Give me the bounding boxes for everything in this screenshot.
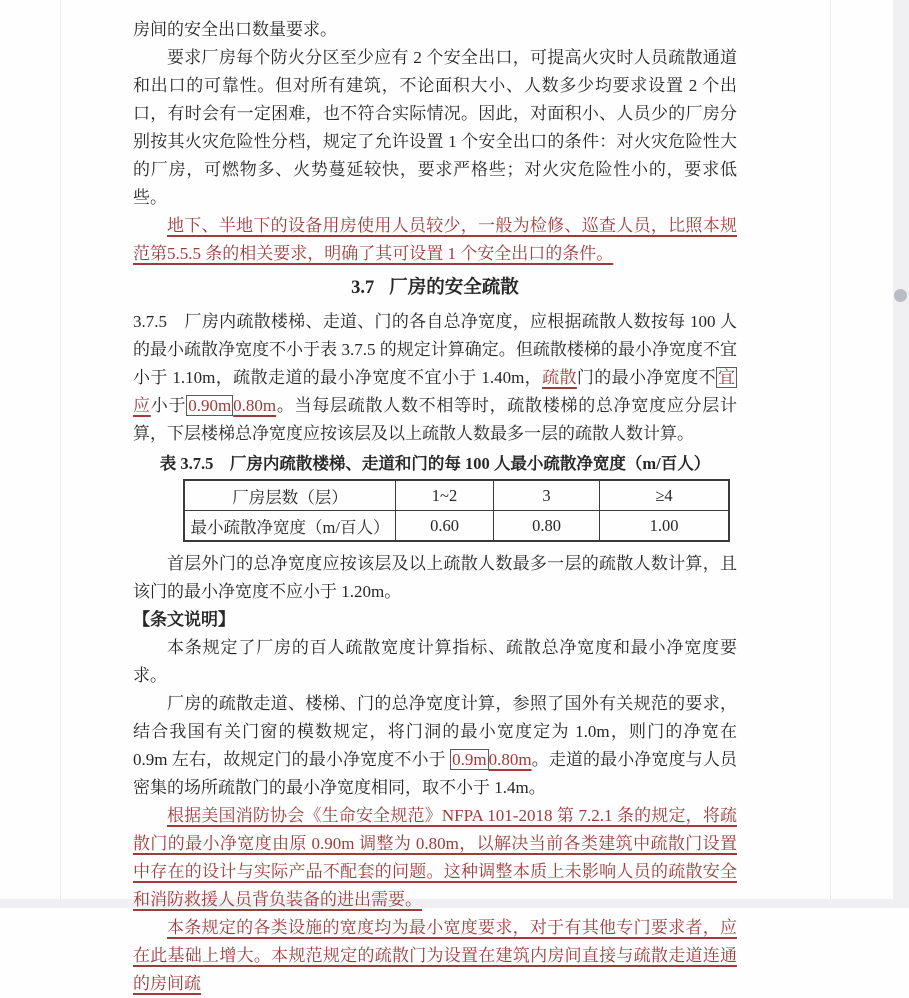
inserted-text: 0.80m	[233, 396, 277, 415]
deleted-text-boxed: 0.9m	[452, 750, 487, 769]
table-data-row	[184, 511, 729, 542]
revision-text: 本条规定的各类设施的宽度均为最小宽度要求，对于有其他专门要求者，应在此基础上增大。本规范规定的疏散门为设置在建筑内房间直接与疏散走道连通的房间疏	[133, 918, 737, 993]
clause-text: 3.7.5 厂房内疏散楼梯、走道、门的各自总净宽度，应根据疏散人数按每 100 人的最小疏散净宽度不小于表 3.7.5 的规定计算确定。但疏散楼梯的最小净宽度不宜小于 1.10m，疏散走道的最小净宽度不宜小于 1.40m，	[133, 312, 737, 387]
table-cell: 0.80	[494, 511, 600, 542]
commentary-text: 厂房的疏散走道、楼梯、门的总净宽度计算，参照了国外有关规范的要求，结合我国有关门窗的模数规定，将门洞的最小宽度定为 1.0m，则门的净宽在 0.9m 左右，故规定门的最小净宽度不小于	[133, 694, 737, 769]
table-header-row	[184, 480, 729, 511]
table-cell: 最小疏散净宽度（m/百人）	[184, 511, 396, 542]
inserted-text: 0.80m	[488, 750, 532, 769]
scrollbar-track[interactable]	[893, 0, 909, 908]
clause-text: 门的最小净宽度不	[576, 368, 717, 387]
paragraph-commentary-summary: 本条规定了厂房的百人疏散宽度计算指标、疏散总净宽度和最小净宽度要求。	[133, 638, 737, 685]
page-left-edge-line	[60, 0, 61, 908]
section-heading	[133, 274, 737, 302]
paragraph-revision-basement	[133, 212, 737, 268]
inserted-text: 疏散	[542, 368, 577, 387]
min-width-table	[183, 479, 730, 542]
table-header-cell: 厂房层数（层）	[184, 480, 396, 511]
table-header-cell: 3	[494, 480, 600, 511]
table-cell: 0.60	[396, 511, 494, 542]
section-title: 厂房的安全疏散	[389, 278, 519, 298]
paragraph-exit-requirements: 要求厂房每个防火分区至少应有 2 个安全出口，可提高火灾时人员疏散通道和出口的可靠性。但对所有建筑，不论面积大小、人数多少均要求设置 2 个出口，有时会有一定困难，也不符合实际情况。因此，对面积小、人员少的厂房分别按其火灾危险性分档，规定了允许设置 1 个安全出口的条件：对火灾危险性大的厂房，可燃物多、火势蔓延较快，要求严格些；对火灾危险性小的，要求低些。	[133, 48, 737, 207]
table-cell: 1.00	[600, 511, 730, 542]
document-page	[133, 16, 737, 998]
table-header-cell: 1~2	[396, 480, 494, 511]
revision-text: 地下、半地下的设备用房使用人员较少，一般为检修、巡查人员，比照本规范第5.5.5 条的相关要求，明确了其可设置 1 个安全出口的条件。	[133, 216, 737, 263]
paragraph-continuation: 房间的安全出口数量要求。	[133, 20, 337, 39]
paragraph-revision-minimum-widths	[133, 914, 737, 998]
deleted-text-boxed: 0.90m	[188, 396, 232, 415]
paragraph-revision-nfpa	[133, 802, 737, 914]
paragraph-first-floor-doors: 首层外门的总净宽度应按该层及以上疏散人数最多一层的疏散人数计算，且该门的最小净宽度不应小于 1.20m。	[133, 554, 737, 601]
revision-text: 根据美国消防协会《生命安全规范》NFPA 101-2018 第 7.2.1 条的规定，将疏散门的最小净宽度由原 0.90m 调整为 0.80m，以解决当前各类建筑中疏散门设置中存在的设计与实际产品不配套的问题。这种调整本质上未影响人员的疏散安全和消防救援人员背负装备的进出需要。	[133, 806, 737, 909]
commentary-label: 【条文说明】	[133, 610, 235, 629]
commentary-text: 。走道的最小净宽度与人员密集的场所疏散门的最小净宽度相同，取不小于 1.4m。	[133, 750, 737, 797]
inserted-text: 应	[133, 396, 151, 415]
clause-text: 。当每层疏散人数不相等时，疏散楼梯的总净宽度应分层计算，下层楼梯总净宽度应按该层及以上疏散人数最多一层的疏散人数计算。	[133, 396, 738, 443]
page-right-edge-line	[830, 0, 831, 908]
section-number: 3.7	[351, 278, 375, 298]
table-title: 表 3.7.5 厂房内疏散楼梯、走道和门的每 100 人最小疏散净宽度（m/百人）	[159, 454, 711, 473]
paragraph-width-calculation	[133, 690, 737, 802]
table-header-cell: ≥4	[600, 480, 730, 511]
clause-3-7-5	[133, 308, 737, 448]
scrollbar-thumb[interactable]	[894, 289, 907, 302]
clause-text: 小于	[150, 396, 187, 415]
deleted-text-boxed: 宜	[718, 368, 736, 387]
